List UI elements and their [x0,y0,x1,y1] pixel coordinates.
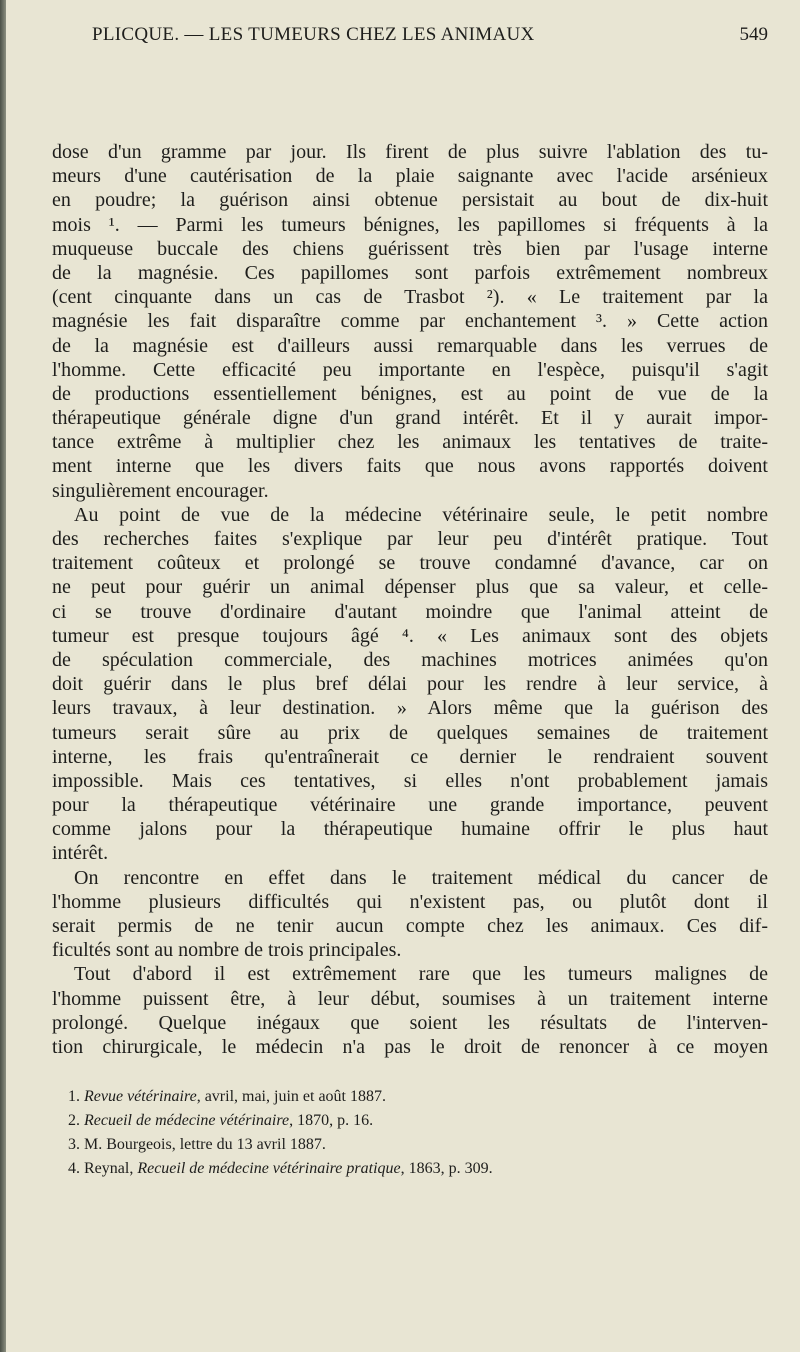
footnote-number: 1. [68,1088,80,1105]
text-line: des recherches faites s'explique par leur peu d'intérêt pratique. Tout [52,528,768,550]
text-line: dose d'un gramme par jour. Ils firent de plus suivre l'ablation des tu- [52,141,768,163]
text-line: tumeurs serait sûre au prix de quelques semaines de traitement [52,721,768,744]
text-line: Tout d'abord il est extrêmement rare que les tumeurs malignes de [74,963,768,986]
text-line: impossible. Mais ces tentatives, si elles n'ont probablement jamais [52,769,768,792]
text-line: Au point de vue de la médecine vétérinaire seule, le petit nombre [74,503,768,526]
text-line: thérapeutique générale digne d'un grand intérêt. Et il y aurait impor- [52,407,768,430]
footnote [68,1109,493,1133]
text-line: ment interne que les divers faits que nous avons rapportés doivent [52,455,768,478]
page-edge [0,0,6,1352]
footnote-source: Recueil de médecine vétérinaire pratique [137,1160,401,1177]
footnote-number: 4. [68,1160,80,1177]
text-line: l'homme puissent être, à leur début, soumises à un traitement interne [52,987,768,1010]
text-line: serait permis de ne tenir aucun compte chez les animaux. Ces dif- [52,915,768,937]
text-line: tance extrême à multiplier chez les animaux les tentatives de traite- [52,431,768,454]
text-line: intérêt. [52,842,109,865]
text-line: mois ¹. — Parmi les tumeurs bénignes, les papillomes si fréquents à la [52,213,768,236]
text-line: ci se trouve d'ordinaire d'autant moindre que l'animal atteint de [52,600,768,623]
footnote-number: 3. [68,1136,80,1153]
text-line: (cent cinquante dans un cas de Trasbot ²). « Le traitement par la [52,286,768,309]
text-line: traitement coûteux et prolongé se trouve condamné d'avance, car on [52,552,768,575]
text-line: ne peut pour guérir un animal dépenser plus que sa valeur, et celle- [52,576,768,599]
text-line: tumeur est presque toujours âgé ⁴. « Les animaux sont des objets [52,624,768,647]
text-line: meurs d'une cautérisation de la plaie saignante avec l'acide arsénieux [52,165,768,188]
text-line: leurs travaux, à leur destination. » Alors même que la guérison des [52,697,768,720]
footnotes [68,1085,493,1181]
text-line: de la magnésie est d'ailleurs aussi remarquable dans les verrues de [52,334,768,357]
footnote-details: , avril, mai, juin et août 1887. [196,1088,386,1105]
text-line: comme jalons pour la thérapeutique humaine offrir le plus haut [52,818,768,841]
text-line: l'homme plusieurs difficultés qui n'existent pas, ou plutôt dont il [52,890,768,913]
text-line: interne, les frais qu'entraînerait ce dernier le rendraient souvent [52,745,768,768]
text-line: prolongé. Quelque inégaux que soient les résultats de l'interven- [52,1011,768,1034]
footnote-details: , 1870, p. 16. [289,1112,374,1129]
text-line: l'homme. Cette efficacité peu importante en l'espèce, puisqu'il s'agit [52,358,768,381]
text-line: pour la thérapeutique vétérinaire une grande importance, peuvent [52,794,768,817]
text-line: doit guérir dans le plus bref délai pour les rendre à leur service, à [52,673,768,696]
footnote-details: , 1863, p. 309. [400,1160,493,1177]
footnote-details: M. Bourgeois, lettre du 13 avril 1887. [84,1136,326,1153]
text-line: muqueuse buccale des chiens guérissent très bien par l'usage interne [52,237,768,260]
footnote-number: 2. [68,1112,80,1129]
text-line: tion chirurgicale, le médecin n'a pas le droit de renoncer à ce moyen [52,1035,768,1058]
page-number: 549 [739,24,768,45]
footnote [68,1085,493,1109]
text-line: en poudre; la guérison ainsi obtenue persistait au bout de dix-huit [52,189,768,212]
text-line: singulièrement encourager. [52,479,269,502]
running-header [92,24,768,52]
running-title: PLICQUE. — LES TUMEURS CHEZ LES ANIMAUX [92,24,535,45]
text-line: ficultés sont au nombre de trois principales. [52,939,402,962]
text-line: de spéculation commerciale, des machines motrices animées qu'on [52,648,768,671]
text-line: de productions essentiellement bénignes, est au point de vue de la [52,382,768,405]
footnote-author: Reynal, [84,1160,138,1177]
footnote [68,1157,493,1181]
text-line: magnésie les fait disparaître comme par enchantement ³. » Cette action [52,310,768,333]
footnote-source: Revue vétérinaire [84,1088,197,1105]
footnote-source: Recueil de médecine vétérinaire [84,1112,290,1129]
text-line: de la magnésie. Ces papillomes sont parfois extrêmement nombreux [52,261,768,284]
footnote [68,1133,493,1157]
text-line: On rencontre en effet dans le traitement médical du cancer de [74,866,768,889]
body-text [52,140,768,1059]
